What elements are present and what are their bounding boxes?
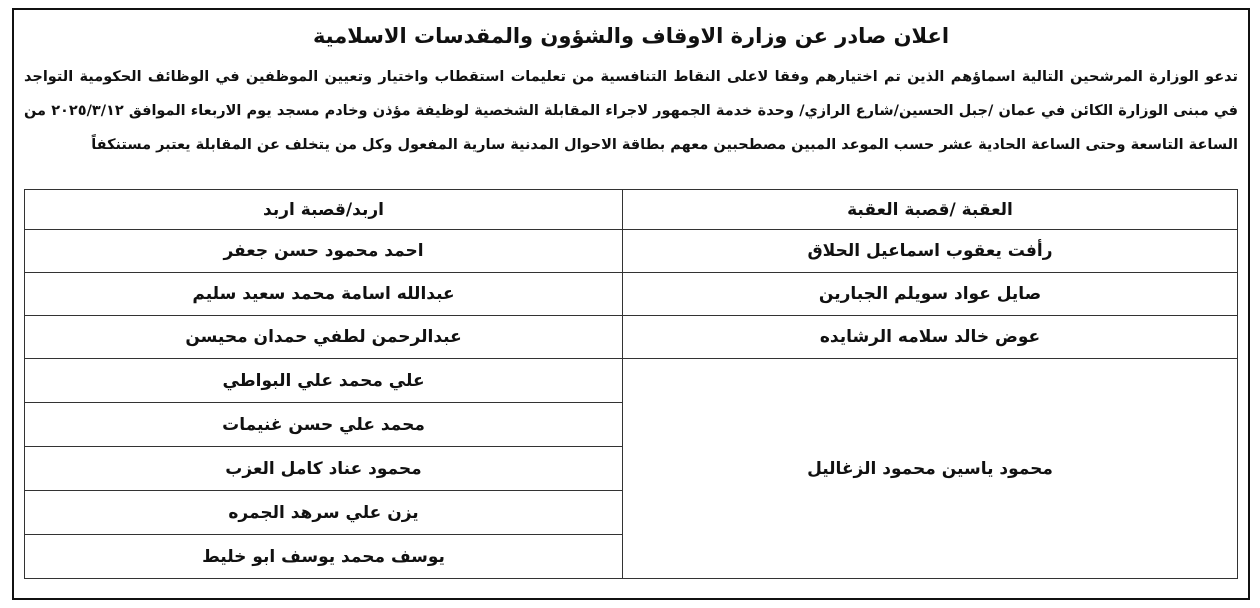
table-header-row [25, 190, 1238, 230]
irbid-name: يوسف محمد يوسف ابو خليط [25, 535, 623, 579]
announcement-title: اعلان صادر عن وزارة الاوقاف والشؤون والمقدسات الاسلامية [312, 24, 950, 48]
table-row [25, 273, 1238, 316]
table-row [25, 316, 1238, 359]
aqaba-name: عوض خالد سلامه الرشايده [623, 316, 1238, 359]
aqaba-name: صايل عواد سويلم الجبارين [623, 273, 1238, 316]
aqaba-name: رأفت يعقوب اسماعيل الحلاق [623, 230, 1238, 273]
candidates-table [24, 189, 1238, 579]
irbid-name: محمود عناد كامل العزب [25, 447, 623, 491]
irbid-name: عبدالرحمن لطفي حمدان محيسن [25, 316, 623, 359]
aqaba-name: محمود ياسين محمود الزغاليل [623, 359, 1238, 579]
irbid-name: علي محمد علي البواطي [25, 359, 623, 403]
header-aqaba: العقبة /قصبة العقبة [623, 190, 1238, 230]
header-irbid: اربد/قصبة اربد [25, 190, 623, 230]
irbid-name: يزن علي سرهد الجمره [25, 491, 623, 535]
announcement-frame [12, 8, 1250, 600]
irbid-name: عبدالله اسامة محمد سعيد سليم [25, 273, 623, 316]
announcement-body: تدعو الوزارة المرشحين التالية اسماؤهم الذين تم اختيارهم وفقا لاعلى النقاط التنافسية من تعليمات استقطاب واختيار وتعيين الموظفين في الوظائف الحكومية التواجد في مبنى الوزارة الكائن في عمان /جبل الحسين/شارع الرازي/ وحدة خدمة الجمهور لاجراء المقابلة الشخصية لوظيفة مؤذن وخادم مسجد يوم الاربعاء الموافق ٢٠٢٥/٣/١٢ من الساعة التاسعة وحتى الساعة الحادية عشر حسب الموعد المبين مصطحبين معهم بطاقة الاحوال المدنية سارية المفعول وكل من يتخلف عن المقابلة يعتبر مستنكفاً [24, 69, 1238, 153]
table-row [25, 230, 1238, 273]
irbid-name: احمد محمود حسن جعفر [25, 230, 623, 273]
irbid-name: محمد علي حسن غنيمات [25, 403, 623, 447]
table-row [25, 359, 1238, 403]
